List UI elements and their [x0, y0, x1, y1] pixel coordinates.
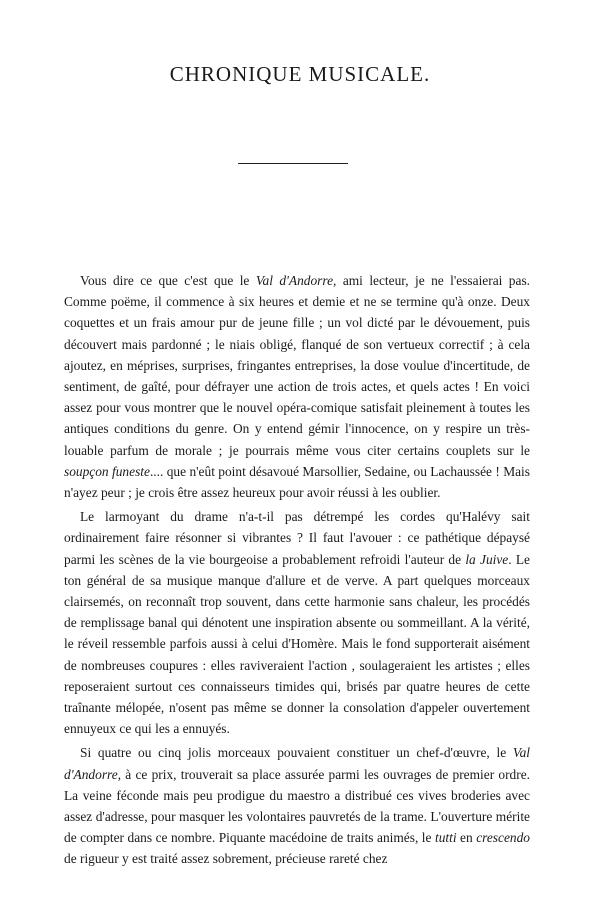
italic-text-run: tutti	[434, 830, 457, 846]
text-run: en	[456, 830, 477, 846]
text-run: , à ce prix, trouverait sa place assurée parmi les ouvrages de premier ordre. La veine féconde mais peu prodigue du maestro a distribué ces vives broderies avec assez d'adresse, pour masquer les volontaires pauvretés de la trame. L'ouverture mérite de compter dans ce nombre. Piquante macédoine de traits animés, le	[64, 766, 530, 846]
italic-text-run: la Juive	[465, 551, 509, 567]
text-run: , ami lecteur, je ne l'essaierai pas. Comme poëme, il commence à six heures et demie et ne se termine qu'à onze. Deux coquettes et un frais amour pur de jeune fille ; un vol dicté par le dévouement, puis découvert mais pardonné ; le niais obligé, flanqué de son vertueux correctif ; à cela ajoutez, en méprises, surprises, fringantes entreprises, la dose voulue d'incertitude, de sentiment, de gaîté, pour défrayer une action de trois actes, et quels actes ! En voici assez pour vous montrer que le nouvel opéra-comique satisfait pleinement à toutes les antiques conditions du genre. On y entend gémir l'innocence, on y respire un très-louable parfum de morale ; je pourrais même vous citer certains couplets sur le	[64, 273, 531, 458]
page-title: CHRONIQUE MUSICALE.	[169, 62, 431, 86]
italic-text-run: crescendo	[476, 830, 530, 846]
title-divider-rule	[238, 163, 348, 164]
paragraph	[64, 270, 530, 503]
italic-text-run: Val d'Andorre	[64, 745, 530, 782]
italic-text-run: Val d'Andorre	[255, 273, 334, 288]
text-run: Vous dire ce que c'est que le	[80, 273, 256, 288]
text-run: Si quatre ou cinq jolis morceaux pouvaient constituer un chef-d'œuvre, le	[80, 745, 513, 761]
text-run: .... que n'eût point désavoué Marsollier, Sedaine, ou Lachaussée ! Mais n'ayez peur ; je crois être assez heureux pour avoir réussi à les oublier.	[64, 463, 530, 501]
text-run: de rigueur y est traité assez sobrement, précieuse rareté chez	[64, 851, 388, 867]
article-body	[64, 270, 530, 870]
text-run: Le larmoyant du drame n'a-t-il pas détrempé les cordes qu'Halévy sait ordinairement faire résonner si vibrantes ? Il faut l'avouer : ce pathétique dépaysé parmi les scènes de la vie bourgeoise a probablement refroidi l'auteur de	[64, 509, 530, 567]
paragraph	[64, 506, 530, 739]
paragraph	[64, 742, 530, 869]
text-run: . Le ton général de sa musique manque d'allure et de verve. A part quelques morceaux clairsemés, on reconnaît trop souvent, dans cette harmonie sans chaleur, les procédés de remplissage banal qui dénotent une inspiration absente ou sommeillant. A la vérité, le réveil ressemble parfois aussi à celui d'Homère. Mais le fond supporterait aisément de nombreuses coupures : elles raviveraient l'action , soulageraient les artistes ; elles reposeraient surtout ces connaisseurs timides qui, brisés par quatre heures de cette traînante mélopée, n'osent pas même se donner la consolation d'appeler ouvertement ennuyeux ce qui les a ennuyés.	[64, 551, 530, 737]
italic-text-run: soupçon funeste	[64, 463, 150, 479]
